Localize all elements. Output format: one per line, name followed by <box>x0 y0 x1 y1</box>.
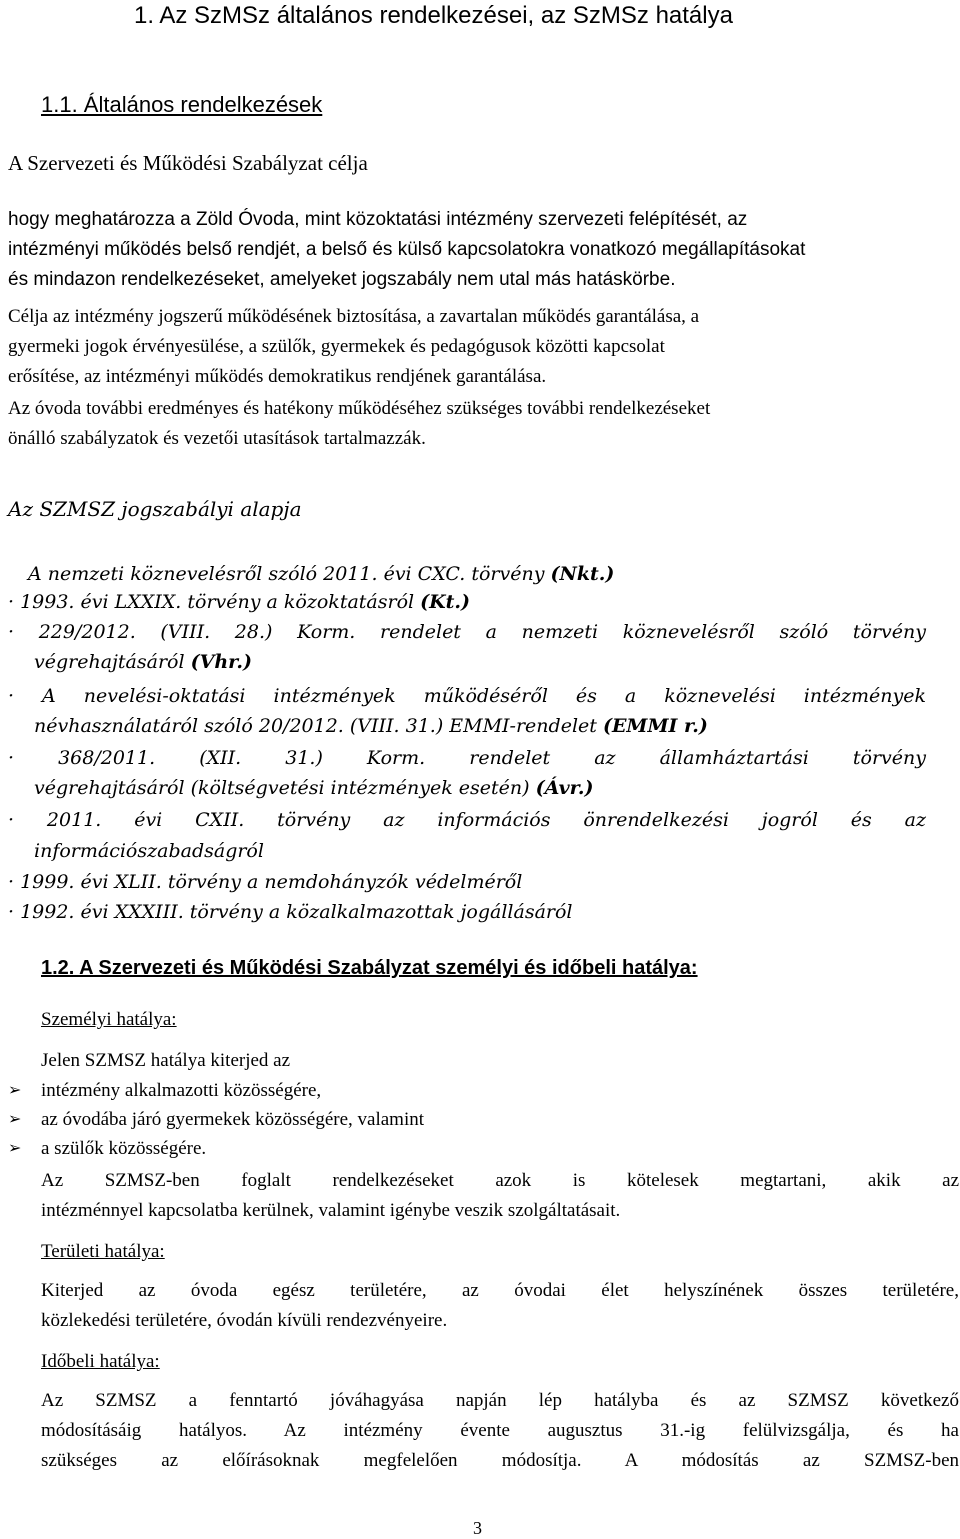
law-item: · 368/2011. (XII. 31.) Korm. rendelet az államháztartási törvény <box>8 747 926 769</box>
law-item-continuation: információszabadságról <box>34 840 264 862</box>
list-item <box>8 1076 424 1105</box>
law-item: · 2011. évi CXII. törvény az információs önrendelkezési jogról és az <box>8 809 926 831</box>
law-item: · A nevelési-oktatási intézmények működéséről és a köznevelési intézmények <box>8 685 926 707</box>
text-line: önálló szabályzatok és vezetői utasítások tartalmazzák. <box>8 428 426 449</box>
text-line: intézménnyel kapcsolatba kerülnek, valamint igénybe veszik szolgáltatásait. <box>41 1200 621 1221</box>
list-item <box>8 1105 424 1134</box>
law-abbreviation: (Kt.) <box>420 591 471 613</box>
text-line: gyermeki jogok érvényesülése, a szülők, gyermekek és pedagógusok közötti kapcsolat <box>8 336 665 357</box>
text-line: Az óvoda további eredményes és hatékony működéséhez szükséges további rendelkezéseket <box>8 398 711 419</box>
text-line: Az SZMSZ-ben foglalt rendelkezéseket azok is kötelesek megtartani, akik az <box>41 1170 959 1191</box>
law-text: A nemzeti köznevelésről szóló 2011. évi CXC. törvény <box>28 563 551 585</box>
list-item <box>8 1134 424 1163</box>
list-item-text: intézmény alkalmazotti közösségére, <box>41 1080 322 1101</box>
law-item: · 229/2012. (VIII. 28.) Korm. rendelet a nemzeti köznevelésről szóló törvény <box>8 621 926 643</box>
purpose-heading: A Szervezeti és Működési Szabályzat célja <box>8 151 368 175</box>
legal-basis-title: Az SZMSZ jogszabályi alapja <box>8 497 302 521</box>
law-abbreviation: (Nkt.) <box>550 563 615 585</box>
page-number: 3 <box>473 1518 482 1538</box>
text-line: Az SZMSZ a fenntartó jóváhagyása napján lép hatályba és az SZMSZ következő <box>41 1390 959 1411</box>
law-item-continuation <box>34 648 252 676</box>
text-line: Célja az intézmény jogszerű működésének biztosítása, a zavartalan működés garantálása, a <box>8 306 700 327</box>
section-heading-1-1: 1.1. Általános rendelkezések <box>41 92 323 117</box>
law-abbreviation: (Vhr.) <box>190 651 253 673</box>
text-line: szükséges az előírásoknak megfelelően módosítja. A módosítás az SZMSZ-ben <box>41 1450 959 1471</box>
law-item: · 1992. évi XXXIII. törvény a közalkalmazottak jogállásáról <box>8 901 573 923</box>
section-heading-1: 1. Az SzMSz általános rendelkezései, az SzMSz hatálya <box>134 2 733 29</box>
aim-paragraph <box>8 302 958 392</box>
arrow-bullet-icon: ➢ <box>8 1111 22 1128</box>
personal-scope-title: Személyi hatálya: <box>41 1009 177 1030</box>
text-line: közlekedési területére, óvodán kívüli rendezvényeire. <box>41 1310 448 1331</box>
section-heading-1-2: 1.2. A Szervezeti és Működési Szabályzat személyi és időbeli hatálya: <box>41 957 698 979</box>
text-line: Kiterjed az óvoda egész területére, az óvodai élet helyszínének összes területére, <box>41 1280 959 1301</box>
law-text: névhasználatáról szóló 20/2012. (VIII. 31.) EMMI-rendelet <box>34 715 603 737</box>
law-item-continuation <box>34 774 593 802</box>
text-line: Jelen SZMSZ hatálya kiterjed az <box>41 1050 291 1071</box>
temporal-scope-body <box>41 1386 959 1476</box>
list-item-text: a szülők közösségére. <box>41 1138 207 1159</box>
personal-scope-body <box>41 1166 959 1226</box>
law-text: végrehajtásáról (költségvetési intézmények esetén) <box>34 777 536 799</box>
law-text: · 1993. évi LXXIX. törvény a közoktatásról <box>8 591 421 613</box>
arrow-bullet-icon: ➢ <box>8 1082 22 1099</box>
list-item-text: az óvodába járó gyermekek közösségére, valamint <box>41 1109 425 1130</box>
law-item <box>28 560 614 588</box>
purpose-paragraph <box>8 205 958 295</box>
text-line: és mindazon rendelkezéseket, amelyeket jogszabály nem utal más hatáskörbe. <box>8 269 676 290</box>
law-item <box>8 588 470 616</box>
personal-scope-intro <box>41 1046 959 1076</box>
personal-scope-list <box>8 1076 424 1163</box>
territorial-scope-body <box>41 1276 959 1336</box>
text-line: intézményi működés belső rendjét, a belső és külső kapcsolatokra vonatkozó megállapításokat <box>8 239 806 260</box>
law-item: · 1999. évi XLII. törvény a nemdohányzók védelméről <box>8 871 523 893</box>
further-rules-paragraph <box>8 394 958 454</box>
text-line: erősítése, az intézményi működés demokratikus rendjének garantálása. <box>8 366 547 387</box>
text-line: módosításáig hatályos. Az intézmény évente augusztus 31.-ig felülvizsgálja, és ha <box>41 1420 959 1441</box>
temporal-scope-title: Időbeli hatálya: <box>41 1351 160 1372</box>
text-line: hogy meghatározza a Zöld Óvoda, mint közoktatási intézmény szervezeti felépítését, az <box>8 209 748 230</box>
law-text: végrehajtásáról <box>34 651 191 673</box>
law-abbreviation: (EMMI r.) <box>602 715 708 737</box>
law-item-continuation <box>34 712 708 740</box>
arrow-bullet-icon: ➢ <box>8 1140 22 1157</box>
territorial-scope-title: Területi hatálya: <box>41 1241 165 1262</box>
law-abbreviation: (Ávr.) <box>535 777 594 799</box>
